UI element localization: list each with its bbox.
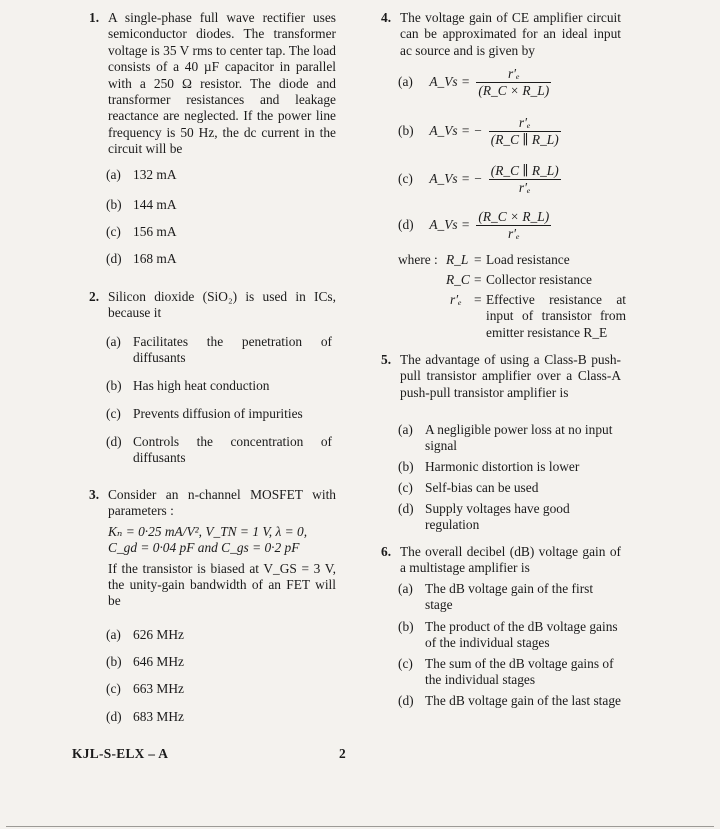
option-3b[interactable] bbox=[106, 654, 332, 670]
where-equals: = bbox=[474, 292, 482, 307]
question-stem: Silicon dioxide (SiO₂) is used in ICs, because it bbox=[108, 289, 336, 321]
where-description: Collector resistance bbox=[486, 272, 592, 287]
question-stem: The overall decibel (dB) voltage gain of a multistage amplifier is bbox=[400, 544, 621, 576]
option-3d[interactable] bbox=[106, 709, 332, 725]
option-label: (c) bbox=[398, 656, 413, 671]
option-label: (a) bbox=[398, 581, 413, 596]
mosfet-params-line-2: C_gd = 0·04 pF and C_gs = 0·2 pF bbox=[108, 540, 300, 556]
option-text: Has high heat conduction bbox=[133, 378, 270, 393]
option-2b[interactable] bbox=[106, 378, 332, 394]
option-label: (d) bbox=[398, 216, 414, 232]
option-label: (c) bbox=[398, 170, 413, 186]
option-5c[interactable] bbox=[398, 480, 621, 496]
option-label: (b) bbox=[106, 197, 122, 212]
where-description: Effective resistance at input of transistor from emitter resistance R_E bbox=[486, 292, 626, 340]
option-1c[interactable] bbox=[106, 224, 336, 240]
question-6 bbox=[381, 544, 621, 577]
question-number: 5. bbox=[381, 352, 392, 367]
formula-lhs: A_Vs = bbox=[429, 73, 471, 89]
option-label: (a) bbox=[106, 627, 121, 642]
where-symbol: R_C bbox=[446, 272, 470, 287]
option-1b[interactable] bbox=[106, 197, 336, 213]
formula-fraction bbox=[489, 115, 561, 149]
question-stem-continued: If the transistor is biased at V_GS = 3 V, the unity-gain bandwidth of an FET will be bbox=[108, 560, 336, 609]
question-number: 3. bbox=[89, 487, 100, 502]
question-stem: The voltage gain of CE amplifier circuit can be approximated for an ideal input ac source and is given by bbox=[400, 10, 621, 58]
option-2c[interactable] bbox=[106, 406, 332, 422]
option-label: (a) bbox=[398, 422, 413, 437]
option-4d[interactable] bbox=[398, 209, 551, 243]
fraction-numerator: (R_C ∥ R_L) bbox=[489, 163, 561, 180]
option-2d[interactable] bbox=[106, 434, 332, 467]
question-number: 1. bbox=[89, 10, 100, 25]
option-text: 646 MHz bbox=[133, 654, 184, 669]
option-4b[interactable] bbox=[398, 115, 561, 149]
option-label: (c) bbox=[398, 480, 413, 495]
option-1d[interactable] bbox=[106, 251, 336, 267]
option-text: Prevents diffusion of impurities bbox=[133, 406, 303, 421]
option-6d[interactable] bbox=[398, 693, 621, 709]
option-text: 683 MHz bbox=[133, 709, 184, 724]
option-3c[interactable] bbox=[106, 681, 332, 697]
formula-lhs: A_Vs = bbox=[429, 216, 471, 232]
question-1 bbox=[89, 10, 336, 158]
option-label: (d) bbox=[106, 709, 122, 724]
option-label: (b) bbox=[398, 619, 414, 634]
option-2a[interactable] bbox=[106, 334, 332, 367]
option-text: Controls the concentration of diffusants bbox=[133, 434, 332, 466]
option-label: (a) bbox=[106, 167, 121, 182]
option-label: (d) bbox=[106, 251, 122, 266]
option-6b[interactable] bbox=[398, 619, 621, 652]
formula-fraction bbox=[476, 66, 551, 100]
page-number: 2 bbox=[339, 746, 346, 761]
option-text: 144 mA bbox=[133, 197, 177, 212]
fraction-numerator: r′ₑ bbox=[489, 115, 561, 132]
option-4c[interactable] bbox=[398, 163, 561, 197]
where-label: where : bbox=[398, 252, 438, 267]
question-number: 6. bbox=[381, 544, 392, 559]
option-text: The sum of the dB voltage gains of the individual stages bbox=[425, 656, 614, 688]
option-4a[interactable] bbox=[398, 66, 551, 100]
option-text: The product of the dB voltage gains of the individual stages bbox=[425, 619, 618, 651]
option-3a[interactable] bbox=[106, 627, 332, 643]
option-5d[interactable] bbox=[398, 501, 621, 534]
option-5b[interactable] bbox=[398, 459, 621, 475]
question-3 bbox=[89, 487, 336, 610]
option-6a[interactable] bbox=[398, 581, 621, 614]
question-4 bbox=[381, 10, 621, 59]
bottom-rule bbox=[6, 826, 714, 827]
option-text: Harmonic distortion is lower bbox=[425, 459, 580, 474]
question-stem: The advantage of using a Class-B push-pull transistor amplifier over a Class-A push-pull transistor amplifier is bbox=[400, 352, 621, 400]
option-label: (d) bbox=[398, 693, 414, 708]
option-label: (a) bbox=[106, 334, 121, 349]
option-6c[interactable] bbox=[398, 656, 621, 689]
question-5 bbox=[381, 352, 621, 401]
option-label: (c) bbox=[106, 681, 121, 696]
where-symbol: R_L bbox=[446, 252, 469, 267]
mosfet-params-line-1: Kₙ = 0·25 mA/V², V_TN = 1 V, λ = 0, bbox=[108, 523, 308, 539]
formula-fraction bbox=[476, 209, 551, 243]
question-number: 2. bbox=[89, 289, 100, 304]
option-text: The dB voltage gain of the last stage bbox=[425, 693, 621, 708]
option-label: (b) bbox=[398, 122, 414, 138]
fraction-numerator: r′ₑ bbox=[476, 66, 551, 83]
question-stem: Consider an n-channel MOSFET with parameters : bbox=[108, 487, 336, 519]
option-text: Supply voltages have good regulation bbox=[425, 501, 570, 533]
option-label: (c) bbox=[106, 224, 121, 239]
option-label: (b) bbox=[106, 378, 122, 393]
formula-lhs: A_Vs = − bbox=[429, 170, 483, 186]
paper-code: KJL-S-ELX – A bbox=[72, 746, 169, 761]
where-description: Load resistance bbox=[486, 252, 570, 267]
option-label: (d) bbox=[398, 501, 414, 516]
option-label: (b) bbox=[398, 459, 414, 474]
option-text: 156 mA bbox=[133, 224, 177, 239]
fraction-denominator: (R_C × R_L) bbox=[478, 83, 550, 99]
option-text: Self-bias can be used bbox=[425, 480, 539, 495]
question-stem: A single-phase full wave rectifier uses semiconductor diodes. The transformer voltage is 35 V rms to center tap. The load consists of a 40 µF capacitor in parallel with a 250 Ω resistor. The diode and transformer resistances and leakage reactance are neglected. If the power line frequency is 50 Hz, the dc current in the circuit will be bbox=[108, 10, 336, 157]
option-label: (d) bbox=[106, 434, 122, 449]
option-label: (c) bbox=[106, 406, 121, 421]
option-text: 168 mA bbox=[133, 251, 177, 266]
fraction-denominator: r′ₑ bbox=[518, 180, 531, 196]
option-5a[interactable] bbox=[398, 422, 621, 455]
option-label: (a) bbox=[398, 73, 413, 89]
where-equals: = bbox=[474, 252, 482, 267]
fraction-numerator: (R_C × R_L) bbox=[476, 209, 551, 226]
question-2 bbox=[89, 289, 336, 322]
formula-fraction bbox=[489, 163, 561, 197]
option-text: 132 mA bbox=[133, 167, 177, 182]
option-text: 663 MHz bbox=[133, 681, 184, 696]
option-label: (b) bbox=[106, 654, 122, 669]
question-number: 4. bbox=[381, 10, 392, 25]
option-text: A negligible power loss at no input signal bbox=[425, 422, 613, 454]
where-symbol: r′ₑ bbox=[450, 292, 462, 307]
option-text: Facilitates the penetration of diffusants bbox=[133, 334, 332, 366]
option-text: 626 MHz bbox=[133, 627, 184, 642]
where-equals: = bbox=[474, 272, 482, 287]
option-1a[interactable] bbox=[106, 167, 336, 183]
formula-lhs: A_Vs = − bbox=[429, 122, 483, 138]
fraction-denominator: (R_C ∥ R_L) bbox=[490, 132, 559, 148]
fraction-denominator: r′ₑ bbox=[507, 226, 520, 242]
option-text: The dB voltage gain of the first stage bbox=[425, 581, 594, 613]
